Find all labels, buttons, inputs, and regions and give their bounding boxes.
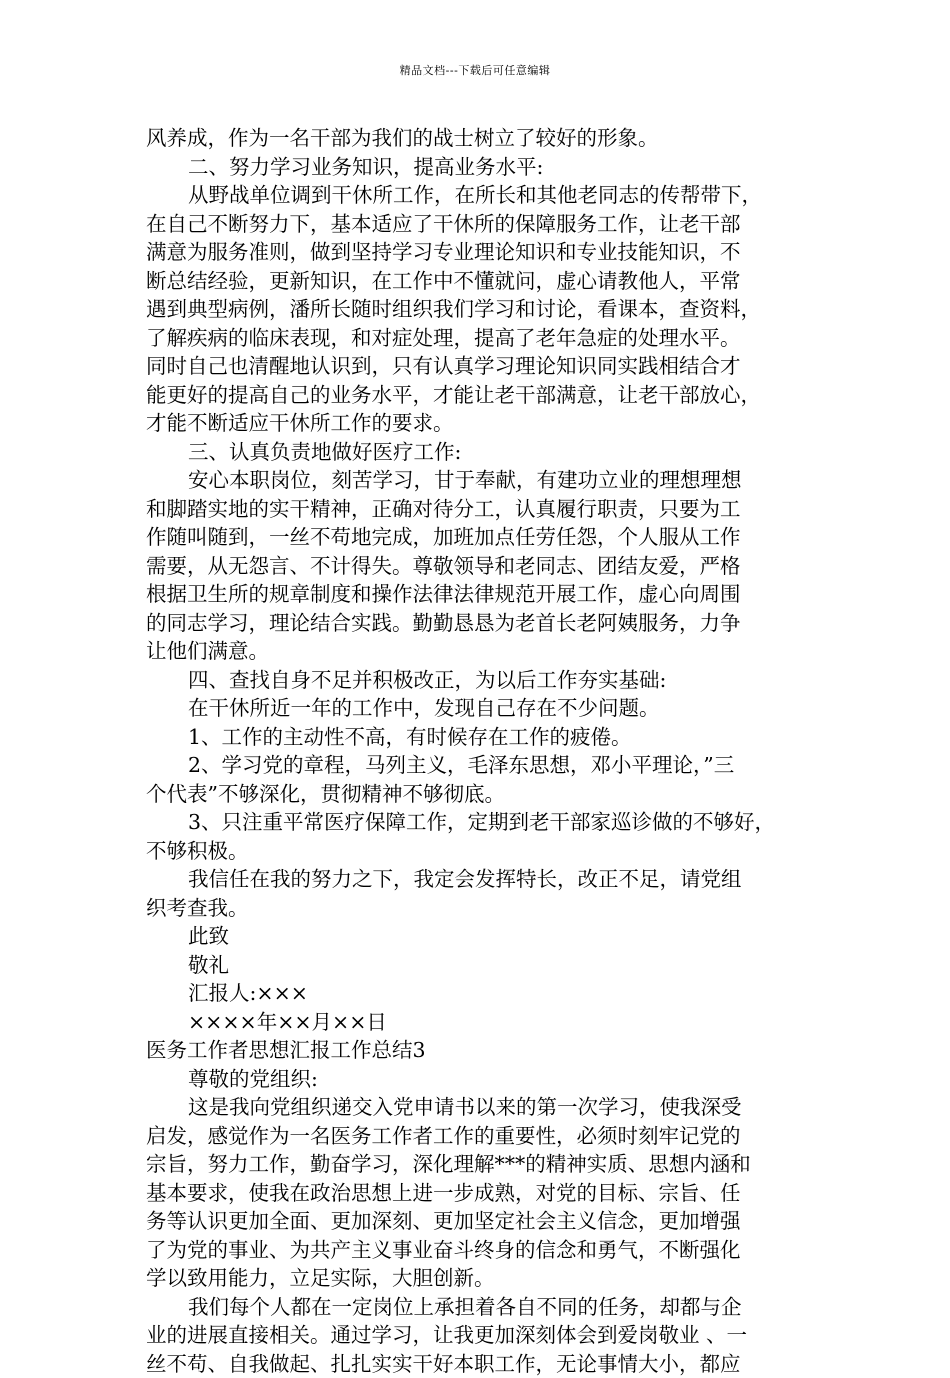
text-line: 在干休所近一年的工作中，发现自己存在不少问题。	[146, 694, 810, 723]
text-line: 此致	[146, 922, 810, 951]
text-line: 三、认真负责地做好医疗工作:	[146, 438, 810, 467]
text-line: 让他们满意。	[146, 637, 810, 666]
text-line: 2、学习党的章程，马列主义，毛泽东思想，邓小平理论，”三	[146, 751, 810, 780]
text-line: 在自己不断努力下，基本适应了干休所的保障服务工作，让老干部	[146, 210, 810, 239]
text-line: 敬礼	[146, 951, 810, 980]
text-line: 1、工作的主动性不高，有时候存在工作的疲倦。	[146, 723, 810, 752]
text-line: 汇报人:×××	[146, 979, 810, 1008]
text-line: 安心本职岗位，刻苦学习，甘于奉献，有建功立业的理想理想	[146, 466, 810, 495]
text-line: 的同志学习，理论结合实践。勤勤恳恳为老首长老阿姨服务，力争	[146, 609, 810, 638]
text-line: 学以致用能力，立足实际，大胆创新。	[146, 1264, 810, 1293]
text-line: 个代表”不够深化，贯彻精神不够彻底。	[146, 780, 810, 809]
text-line: 作随叫随到，一丝不苟地完成，加班加点任劳任怨，个人服从工作	[146, 523, 810, 552]
text-line: 了为党的事业、为共产主义事业奋斗终身的信念和勇气，不断强化	[146, 1236, 810, 1265]
text-line: 满意为服务准则，做到坚持学习专业理论知识和专业技能知识，不	[146, 238, 810, 267]
text-line: 需要，从无怨言、不计得失。尊敬领导和老同志、团结友爱，严格	[146, 552, 810, 581]
text-line: 了解疾病的临床表现，和对症处理，提高了老年急症的处理水平。	[146, 324, 810, 353]
text-line: 基本要求，使我在政治思想上进一步成熟，对党的目标、宗旨、任	[146, 1179, 810, 1208]
text-line: 业的进展直接相关。通过学习，让我更加深刻体会到爱岗敬业 、一	[146, 1321, 810, 1350]
text-line: 遇到典型病例，潘所长随时组织我们学习和讨论，看课本，查资料，	[146, 295, 810, 324]
text-line: ××××年××月××日	[146, 1008, 810, 1037]
text-line: 务等认识更加全面、更加深刻、更加坚定社会主义信念，更加增强	[146, 1207, 810, 1236]
text-line: 我们每个人都在一定岗位上承担着各自不同的任务，却都与企	[146, 1293, 810, 1322]
text-line: 四、查找自身不足并积极改正，为以后工作夯实基础:	[146, 666, 810, 695]
document-body	[146, 124, 810, 1378]
text-line: 能更好的提高自己的业务水平，才能让老干部满意，让老干部放心，	[146, 381, 810, 410]
text-line: 和脚踏实地的实干精神，正确对待分工，认真履行职责，只要为工	[146, 495, 810, 524]
text-line: 断总结经验，更新知识，在工作中不懂就问，虚心请教他人，平常	[146, 267, 810, 296]
text-line: 宗旨，努力工作，勤奋学习，深化理解***的精神实质、思想内涵和	[146, 1150, 810, 1179]
text-line: 尊敬的党组织:	[146, 1065, 810, 1094]
text-line: 风养成，作为一名干部为我们的战士树立了较好的形象。	[146, 124, 810, 153]
text-line: 织考查我。	[146, 894, 810, 923]
text-line: 从野战单位调到干休所工作，在所长和其他老同志的传帮带下，	[146, 181, 810, 210]
text-line: 医务工作者思想汇报工作总结3	[146, 1036, 810, 1065]
text-line: 二、努力学习业务知识，提高业务水平:	[146, 153, 810, 182]
text-line: 我信任在我的努力之下，我定会发挥特长，改正不足，请党组	[146, 865, 810, 894]
text-line: 启发，感觉作为一名医务工作者工作的重要性，必须时刻牢记党的	[146, 1122, 810, 1151]
text-line: 3、只注重平常医疗保障工作，定期到老干部家巡诊做的不够好，	[146, 808, 810, 837]
text-line: 根据卫生所的规章制度和操作法律法律规范开展工作，虚心向周围	[146, 580, 810, 609]
page-header: 精品文档---下载后可任意编辑	[0, 64, 950, 78]
text-line: 这是我向党组织递交入党申请书以来的第一次学习，使我深受	[146, 1093, 810, 1122]
text-line: 才能不断适应干休所工作的要求。	[146, 409, 810, 438]
text-line: 丝不苟、自我做起、扎扎实实干好本职工作，无论事情大小，都应	[146, 1350, 810, 1378]
text-line: 不够积极。	[146, 837, 810, 866]
text-line: 同时自己也清醒地认识到，只有认真学习理论知识同实践相结合才	[146, 352, 810, 381]
